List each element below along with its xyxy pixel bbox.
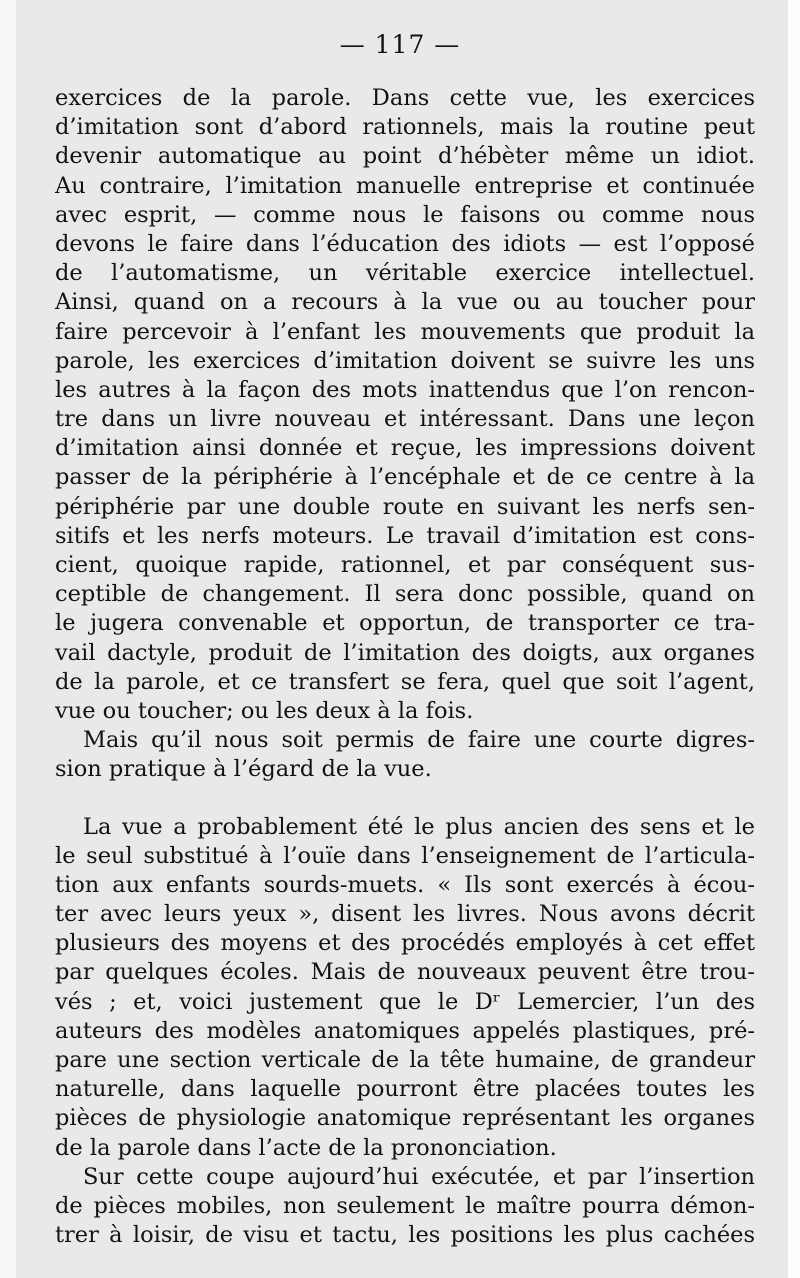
text-line: Ainsi, quand on a recours à la vue ou au toucher pour [55, 289, 755, 316]
text-line: avec esprit, — comme nous le faisons ou comme nous [55, 201, 755, 228]
page-number: — 117 — [339, 30, 461, 59]
text-line: vail dactyle, produit de l’imitation des doigts, aux organes [55, 639, 755, 666]
text-line: La vue a probablement été le plus ancien des sens et le [83, 813, 755, 840]
body-text [55, 84, 755, 1250]
text-line: devons le faire dans l’éducation des idiots — est l’opposé [55, 230, 755, 257]
text-line: trer à loisir, de visu et tactu, les positions les plus cachées [55, 1222, 755, 1249]
paragraph-3 [55, 813, 755, 1163]
text-line: pare une section verticale de la tête humaine, de grandeur [55, 1047, 755, 1073]
text-line: vés ; et, voici justement que le Dʳ Lemercier, l’un des [55, 988, 755, 1015]
text-line: Au contraire, l’imitation manuelle entreprise et continuée [55, 172, 755, 199]
text-line: Mais qu’il nous soit permis de faire une courte digres- [83, 727, 755, 754]
text-line: pièces de physiologie anatomique représentant les organes [55, 1105, 755, 1132]
text-line: tion aux enfants sourds-muets. « Ils sont exercés à écou- [55, 871, 755, 898]
text-line: de pièces mobiles, non seulement le maître pourra démon- [55, 1192, 755, 1219]
paragraph-1 [55, 84, 755, 726]
text-line: de la parole dans l’acte de la prononciation. [55, 1134, 557, 1161]
text-line: naturelle, dans laquelle pourront être placées toutes les [55, 1076, 755, 1103]
text-line: d’imitation ainsi donnée et reçue, les impressions doivent [55, 435, 755, 462]
text-line: sitifs et les nerfs moteurs. Le travail d’imitation est cons- [55, 522, 755, 549]
text-line: de la parole, et ce transfert se fera, quel que soit l’agent, [55, 668, 755, 695]
text-line: les autres à la façon des mots inattendus que l’on rencon- [55, 376, 755, 403]
paragraph-2 [55, 726, 755, 784]
text-line: vue ou toucher; ou les deux à la fois. [55, 697, 474, 724]
text-line: auteurs des modèles anatomiques appelés plastiques, pré- [55, 1017, 755, 1044]
text-line: ter avec leurs yeux », disent les livres. Nous avons décrit [55, 901, 755, 928]
paragraph-4 [55, 1163, 755, 1251]
text-line: plusieurs des moyens et des procédés employés à cet effet [55, 930, 755, 957]
text-line: cient, quoique rapide, rationnel, et par conséquent sus- [55, 552, 755, 578]
text-line: tre dans un livre nouveau et intéressant. Dans une leçon [55, 406, 755, 433]
text-line: devenir automatique au point d’hébèter même un idiot. [55, 143, 755, 170]
text-line: d’imitation sont d’abord rationnels, mais la routine peut [55, 114, 755, 141]
page-right-edge [788, 0, 800, 1278]
text-line: le jugera convenable et opportun, de transporter ce tra- [55, 610, 755, 637]
text-line: périphérie par une double route en suivant les nerfs sen- [55, 493, 755, 520]
text-line: passer de la périphérie à l’encéphale et de ce centre à la [55, 464, 755, 491]
text-line: de l’automatisme, un véritable exercice intellectuel. [55, 260, 755, 287]
text-line: exercices de la parole. Dans cette vue, les exercices [55, 85, 755, 111]
text-line: ceptible de changement. Il sera donc possible, quand on [55, 581, 755, 608]
text-line: le seul substitué à l’ouïe dans l’enseignement de l’articula- [55, 842, 755, 869]
text-line: sion pratique à l’égard de la vue. [55, 756, 432, 783]
page-left-edge [0, 0, 16, 1278]
text-line: Sur cette coupe aujourd’hui exécutée, et par l’insertion [83, 1163, 755, 1190]
paragraph-gap [55, 785, 755, 813]
text-line: par quelques écoles. Mais de nouveaux peuvent être trou- [55, 959, 755, 986]
text-line: parole, les exercices d’imitation doivent se suivre les uns [55, 347, 755, 374]
text-line: faire percevoir à l’enfant les mouvements que produit la [55, 318, 755, 345]
